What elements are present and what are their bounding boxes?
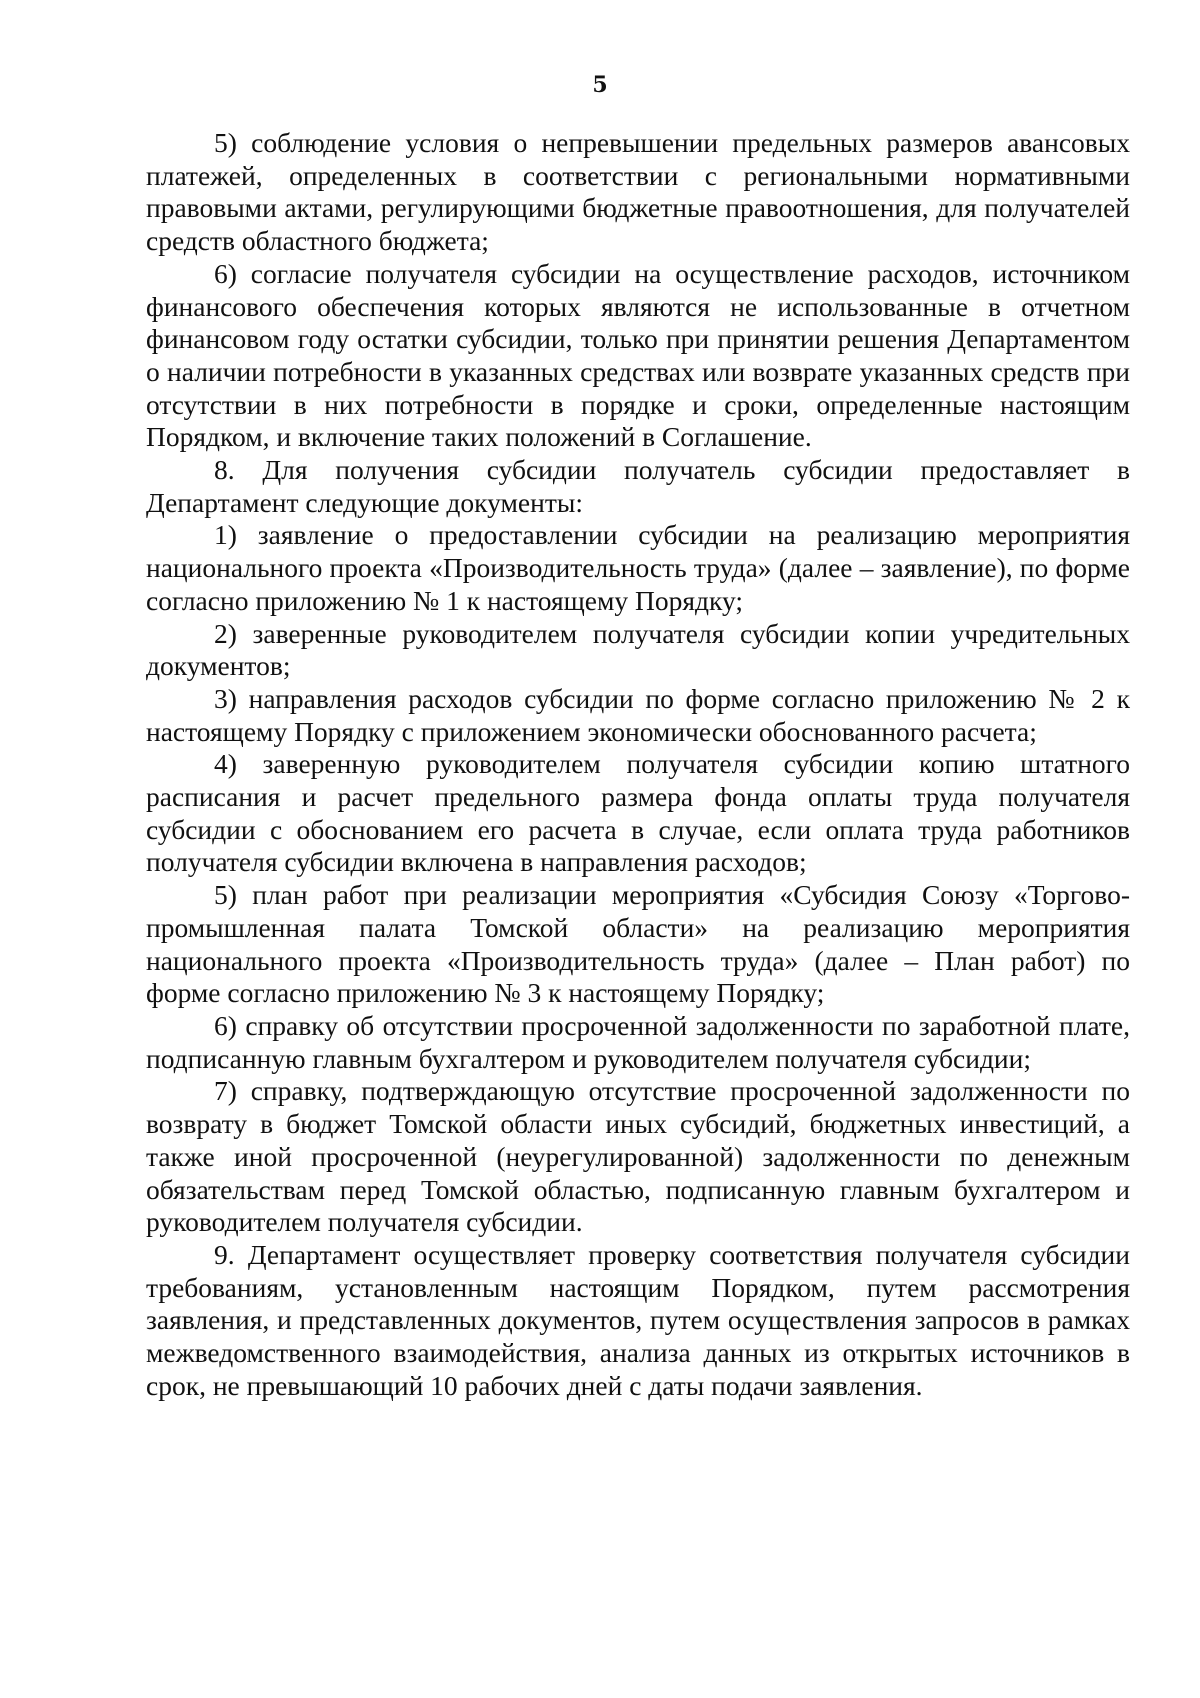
paragraph-doc-5-work-plan: 5) план работ при реализации мероприятия «Субсидия Союзу «Торгово-промышленная палата Томской области» на реализацию мероприятия национального проекта «Производительность труда» (далее – План работ) по форме согласно приложению № 3 к настоящему Порядку; [146, 879, 1130, 1009]
paragraph-item-6-unused-balances: 6) согласие получателя субсидии на осуществление расходов, источником финансового обеспечения которых являются не использованные в отчетном финансовом году остатки субсидии, только при принятии решения Департаментом о наличии потребности в указанных средствах или возврате указанных средств при отсутствии в них потребности в порядке и сроки, определенные настоящим Порядком, и включение таких положений в Соглашение. [146, 257, 1130, 453]
page-number: 5 [592, 72, 608, 98]
paragraph-clause-9: 9. Департамент осуществляет проверку соответствия получателя субсидии требованиям, установленным настоящим Порядком, путем рассмотрения заявления, и представленных документов, путем осуществления запросов в рамках межведомственного взаимодействия, анализа данных из открытых источников в срок, не превышающий 10 рабочих дней с даты подачи заявления. [146, 1238, 1130, 1401]
paragraph-doc-1-application: 1) заявление о предоставлении субсидии на реализацию мероприятия национального проекта «Производительность труда» (далее – заявление), по форме согласно приложению № 1 к настоящему Порядку; [146, 519, 1130, 616]
paragraph-clause-8: 8. Для получения субсидии получатель субсидии предоставляет в Департамент следующие документы: [146, 454, 1130, 518]
paragraph-doc-6-wage-arrears: 6) справку об отсутствии просроченной задолженности по заработной плате, подписанную главным бухгалтером и руководителем получателя субсидии; [146, 1009, 1130, 1074]
paragraph-doc-7-debt-certificate: 7) справку, подтверждающую отсутствие просроченной задолженности по возврату в бюджет Томской области иных субсидий, бюджетных инвестиций, а также иной просроченной (неурегулированной) задолженности по денежным обязательствам перед Томской областью, подписанную главным бухгалтером и руководителем получателя субсидии. [146, 1075, 1130, 1238]
paragraph-doc-4-staff-schedule: 4) заверенную руководителем получателя субсидии копию штатного расписания и расчет предельного размера фонда оплаты труда получателя субсидии с обоснованием его расчета в случае, если оплата труда работников получателя субсидии включена в направления расходов; [146, 748, 1130, 878]
paragraph-item-5-advance-payments: 5) соблюдение условия о непревышении предельных размеров авансовых платежей, определенных в соответствии с региональными нормативными правовыми актами, регулирующими бюджетные правоотношения, для получателей средств областного бюджета; [146, 127, 1130, 257]
document-body [146, 127, 1130, 1402]
paragraph-doc-3-expense-directions: 3) направления расходов субсидии по форме согласно приложению № 2 к настоящему Порядку с приложением экономически обоснованного расчета; [146, 682, 1130, 747]
paragraph-doc-2-founding-documents: 2) заверенные руководителем получателя субсидии копии учредительных документов; [146, 617, 1130, 682]
